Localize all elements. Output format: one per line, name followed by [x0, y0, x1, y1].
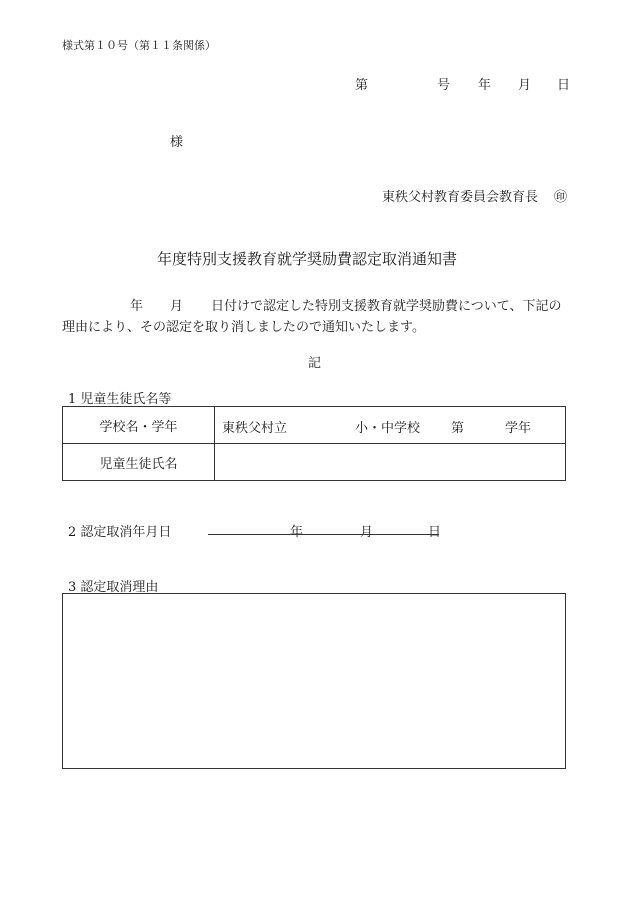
addressee-honorific: 様 [170, 135, 184, 150]
grade-label: 学年 [505, 421, 532, 436]
revoke-date-month: 月 [360, 525, 374, 540]
table-row [63, 407, 566, 444]
section2-heading: 2 認定取消年月日 [68, 525, 172, 540]
intro-month: 月 [170, 299, 184, 314]
school-grade-label: 学校名・学年 [63, 407, 215, 444]
student-name-cell[interactable] [215, 444, 566, 481]
issue-date-month: 月 [518, 78, 532, 93]
school-suffix: 小・中学校 [355, 421, 421, 436]
revoke-date-year: 年 [290, 525, 304, 540]
student-name-label: 児童生徒氏名 [63, 444, 215, 481]
section1-heading: 1 児童生徒氏名等 [68, 392, 172, 407]
intro-line1: 日付けで認定した特別支援教育就学奨励費について、下記の [211, 299, 562, 314]
revoke-date-underline [208, 534, 439, 535]
table-row [63, 444, 566, 481]
form-number: 様式第１０号（第１１条関係） [62, 39, 216, 52]
revoke-reason-box[interactable] [62, 593, 566, 769]
intro-line2: 理由により、その認定を取り消しましたので通知いたします。 [62, 320, 425, 335]
revoke-date-day: 日 [428, 525, 442, 540]
doc-number-dai: 第 [355, 78, 369, 93]
school-prefix: 東秩父村立 [222, 421, 288, 436]
school-grade-cell[interactable] [215, 407, 566, 444]
student-info-table [62, 406, 566, 481]
document-title: 年度特別支援教育就学奨励費認定取消通知書 [157, 250, 458, 268]
grade-dai: 第 [451, 421, 465, 436]
seal-mark: ㊞ [554, 190, 568, 205]
ki-heading: 記 [308, 356, 322, 371]
issue-date-year: 年 [478, 78, 492, 93]
issue-date-day: 日 [557, 78, 571, 93]
sender-name: 東秩父村教育委員会教育長 [382, 190, 539, 205]
doc-number-go: 号 [437, 78, 451, 93]
intro-year: 年 [130, 299, 144, 314]
section3-heading: 3 認定取消理由 [68, 580, 159, 595]
